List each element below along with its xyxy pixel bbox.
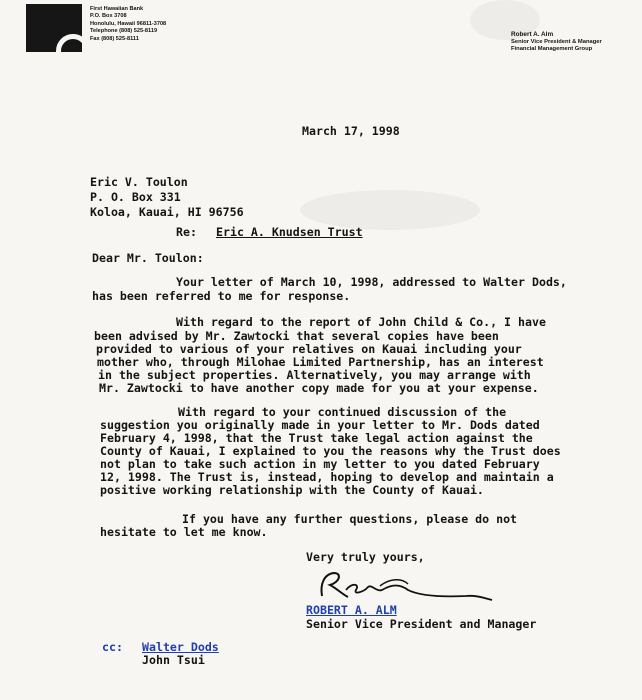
- bank-telephone: Telephone (808) 525-8119: [90, 28, 158, 35]
- bank-name: First Hawaiian Bank: [90, 6, 144, 12]
- re-subject: Eric A. Knudsen Trust: [216, 225, 363, 239]
- closing: Very truly yours,: [306, 550, 425, 564]
- handwritten-signature: [316, 566, 496, 606]
- bank-po-box: P.O. Box 3708: [90, 13, 127, 20]
- cc-name-walter-dods: Walter Dods: [142, 640, 219, 654]
- paragraph-line: not plan to take such action in my letter to you dated February: [100, 457, 540, 471]
- paragraph-line: Your letter of March 10, 1998, addressed to Walter Dods,: [176, 275, 567, 289]
- paragraph-line: suggestion you originally made in your letter to Mr. Dods dated: [100, 418, 540, 432]
- signer-title: Senior Vice President and Manager: [306, 617, 537, 631]
- paragraph-line: With regard to your continued discussion of the: [178, 405, 507, 419]
- re-label: Re:: [176, 225, 197, 239]
- recipient-line: P. O. Box 331: [90, 190, 181, 204]
- paragraph-line: been advised by Mr. Zawtocki that several copies have been: [94, 329, 499, 343]
- sender-name: Robert A. Alm: [511, 31, 554, 38]
- bank-logo: [26, 4, 82, 52]
- paragraph-line: has been referred to me for response.: [92, 289, 351, 303]
- paragraph-line: County of Kauai, I explained to you the reasons why the Trust does: [100, 444, 561, 458]
- cc-name-john-tsui: John Tsui: [142, 653, 205, 667]
- bank-city: Honolulu, Hawaii 96811-3708: [90, 20, 167, 27]
- recipient-line: Koloa, Kauai, HI 96756: [90, 205, 244, 219]
- paragraph-line: With regard to the report of John Child & Co., I have: [176, 315, 546, 329]
- paragraph-line: If you have any further questions, please do not: [182, 512, 518, 526]
- paragraph-line: hesitate to let me know.: [100, 525, 268, 539]
- scan-smudge: [300, 190, 480, 230]
- sender-block: [511, 31, 602, 54]
- recipient-line: Eric V. Toulon: [90, 175, 188, 189]
- paragraph-line: 12, 1998. The Trust is, instead, hoping to develop and maintain a: [100, 470, 554, 484]
- sender-group: Financial Management Group: [511, 46, 593, 53]
- paragraph-line: provided to various of your relatives on Kauai including your: [96, 342, 522, 356]
- cc-label: cc:: [102, 640, 123, 654]
- bank-address-block: [90, 6, 166, 43]
- salutation: Dear Mr. Toulon:: [92, 251, 204, 265]
- paragraph-line: February 4, 1998, that the Trust take legal action against the: [100, 431, 533, 445]
- paragraph-line: Mr. Zawtocki to have another copy made for you at your expense.: [99, 381, 539, 395]
- letter-date: March 17, 1998: [302, 124, 400, 138]
- paragraph-line: in the subject properties. Alternatively, you may arrange with: [98, 368, 531, 382]
- paragraph-line: positive working relationship with the County of Kauai.: [100, 483, 484, 497]
- bank-fax: Fax (808) 525-8111: [90, 35, 139, 42]
- sender-title: Senior Vice President & Manager: [511, 38, 602, 45]
- paragraph-line: mother who, through Milohae Limited Partnership, has an interest: [97, 355, 544, 369]
- signer-name: ROBERT A. ALM: [306, 603, 397, 617]
